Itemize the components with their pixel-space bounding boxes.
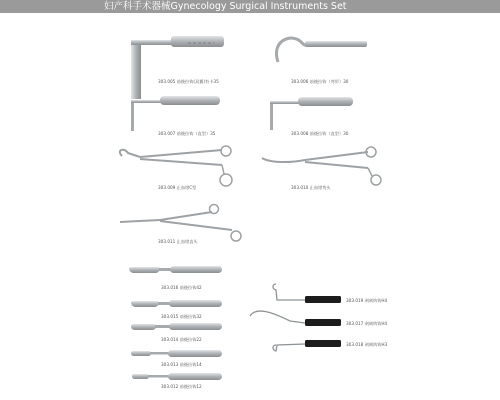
caption-303-009: 303.009 止血钳C型 bbox=[158, 185, 197, 190]
retractor-303-016-image bbox=[129, 266, 222, 273]
caption-303-008: 303.008 前後拉钩（直型）30 bbox=[291, 131, 349, 136]
retractor-303-015-image bbox=[131, 300, 222, 307]
caption-303-019: 303.019 剥离钩钩H4 bbox=[346, 298, 388, 303]
retractor-303-007-image bbox=[131, 96, 220, 131]
page-title: 妇产科手术器械Gynecology Surgical Instruments Set bbox=[104, 1, 347, 12]
caption-303-005: 303.005 前後拉钩(双翼)有卡35 bbox=[158, 79, 219, 84]
hook-303-018-image bbox=[273, 340, 341, 351]
caption-303-012: 303.012 前後拉钩12 bbox=[161, 384, 202, 389]
hemostat-303-009-image bbox=[120, 146, 232, 186]
retractor-303-005-image bbox=[131, 36, 224, 99]
retractor-303-006-image bbox=[277, 38, 368, 62]
retractor-303-014-image bbox=[131, 323, 222, 330]
caption-303-015: 303.015 前後拉钩32 bbox=[161, 314, 202, 319]
hemostat-303-011-image bbox=[120, 205, 241, 242]
retractor-303-008-image bbox=[270, 97, 353, 130]
caption-303-017: 303.017 剥离钩钩H4 bbox=[346, 321, 388, 326]
caption-303-016: 303.016 前後拉钩42 bbox=[161, 285, 202, 290]
caption-303-013: 303.013 前後拉钩14 bbox=[161, 362, 202, 367]
caption-303-014: 303.014 前後拉钩22 bbox=[161, 337, 202, 342]
retractor-303-013-image bbox=[131, 350, 222, 357]
caption-303-010: 303.010 止血钳弯头 bbox=[291, 185, 331, 190]
caption-303-011: 303.011 止血钳直头 bbox=[158, 239, 198, 244]
hook-303-019-image bbox=[273, 284, 341, 303]
hook-303-017-image bbox=[250, 311, 341, 326]
retractor-303-012-image bbox=[132, 373, 222, 380]
hemostat-303-010-image bbox=[262, 147, 381, 185]
caption-303-018: 303.018 剥离钩钩H3 bbox=[346, 342, 388, 347]
caption-303-006: 303.006 前後拉钩（弯形）30 bbox=[291, 79, 349, 84]
caption-303-007: 303.007 前後拉钩（直型）35 bbox=[158, 131, 216, 136]
